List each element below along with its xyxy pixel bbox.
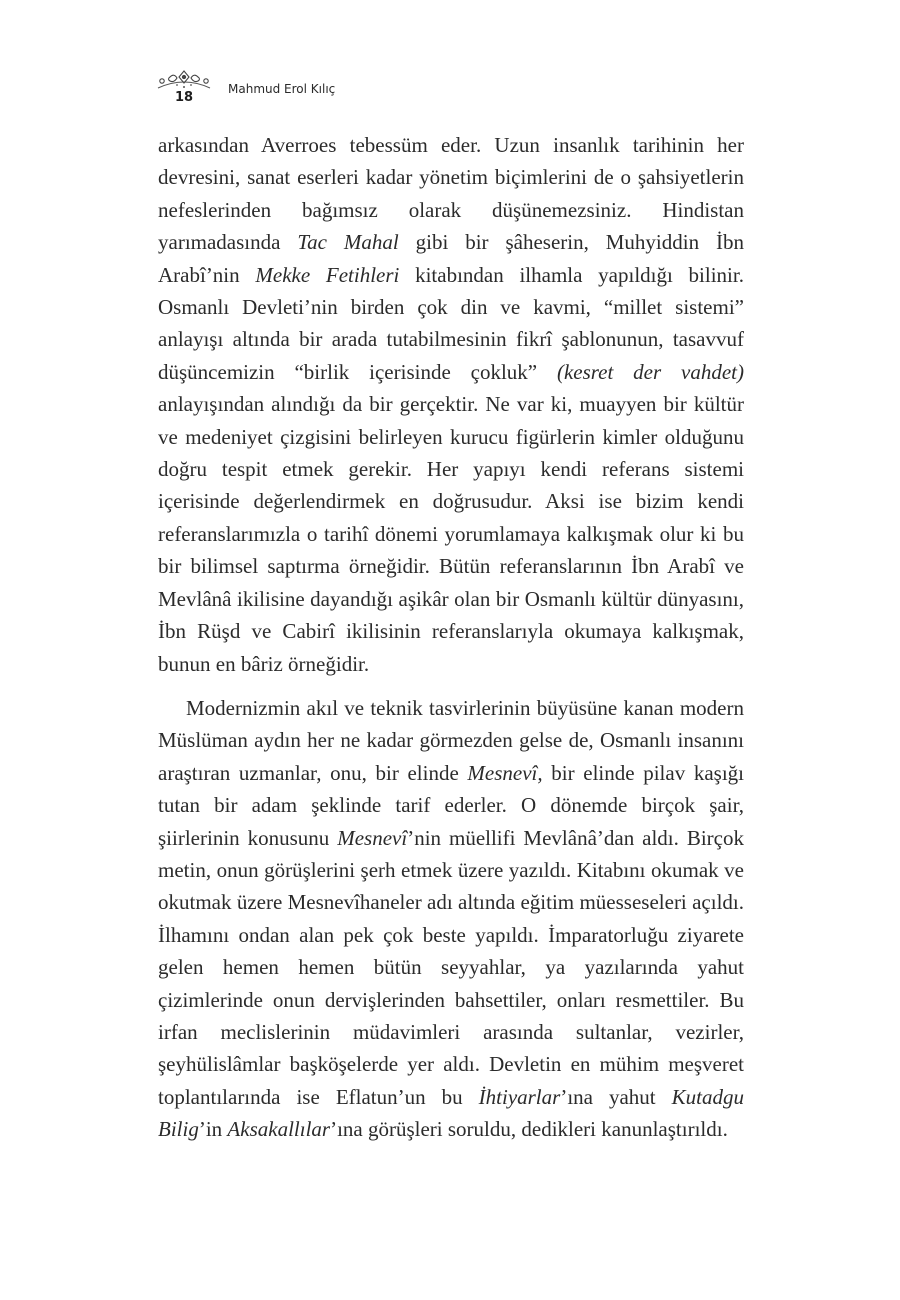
text-run: arkasından Averroes tebessüm eder. Uzun insanlık tarihinin her devresini, sanat eserleri kadar yönetim biçimlerini de o şahsiyetlerin nefeslerinden bağımsız olarak düşünemezsiniz. Hindistan yarımadasında xyxy=(158,133,744,255)
text-run: ’ına yahut xyxy=(560,1084,672,1109)
italic-title: Mesnevî xyxy=(337,825,408,850)
page-number: 18 xyxy=(175,90,194,105)
text-run: kitabından ilhamla yapıldığı bilinir. Osmanlı Devleti’nin birden çok din ve kavmi, “millet sistemi” anlayışı altında bir arada tutabilmesinin fikrî şablonunun, tasavvuf düşüncemizin “birlik içerisinde çokluk” xyxy=(158,262,744,384)
italic-title: Tac Mahal xyxy=(297,230,399,255)
text-run: ’in xyxy=(198,1117,228,1142)
page-header xyxy=(150,68,510,108)
text-run: Modernizmin akıl ve teknik tasvirlerinin büyüsüne kanan modern Müslüman aydın her ne kadar görmezden gelse de, Osmanlı insanını araştıran uzmanlar, onu, bir elinde xyxy=(158,695,744,785)
paragraph xyxy=(158,692,744,1146)
italic-title: Mekke Fetihleri xyxy=(255,262,400,287)
running-head-author: Mahmud Erol Kılıç xyxy=(228,82,336,96)
italic-title: Kutadgu Bilig xyxy=(158,1084,745,1142)
text-run: ’nin müellifi Mevlânâ’dan aldı. Birçok metin, onun görüşlerini şerh etmek üzere yazıldı. Kitabını okumak ve okutmak üzere Mesnevîhaneler adı altında eğitim müesseseleri açıldı. İlhamını ondan alan pek çok beste yapıldı. İmparatorluğu ziyarete gelen hemen hemen bütün seyyahlar, ya yazılarında yahut çizimlerinde onun dervişlerinden bahsettiler, onları resmettiler. Bu irfan meclislerinin müdavimleri arasında sultanlar, vezirler, şeyhülislâmlar başköşelerde yer aldı. Devletin en mühim meşveret toplantılarında ise Eflatun’un bu xyxy=(158,825,744,1109)
italic-title: Mesnevî, xyxy=(467,760,543,785)
text-run: anlayışından alındığı da bir gerçektir. Ne var ki, muayyen bir kültür ve medeniyet çizgisini belirleyen kurucu figürlerin kimler olduğunu doğru tespit etmek gerekir. Her yapıyı kendi referans sistemi içerisinde değerlendirmek en doğrusudur. Aksi ise bizim kendi referanslarımızla o tarihî dönemi yorumlamaya kalkışmak olur ki bu bir bilimsel saptırma örneğidir. Bütün referanslarının İbn Arabî ve Mevlânâ ikilisine dayandığı aşikâr olan bir Osmanlı kültür dünyasını, İbn Rüşd ve Cabirî ikilisinin referanslarıyla okumaya kalkışmak, bunun en bâriz örneğidir. xyxy=(158,392,744,676)
italic-title: Aksakallılar xyxy=(227,1117,331,1142)
text-run: ’ına görüşleri soruldu, dedikleri kanunlaştırıldı. xyxy=(330,1117,728,1142)
body-text xyxy=(158,129,744,1146)
italic-title: İhtiyarlar xyxy=(478,1084,561,1109)
text-run: bir elinde pilav kaşığı tutan bir adam şeklinde tarif ederler. O dönemde birçok şair, şiirlerinin konusunu xyxy=(158,760,744,850)
paragraph xyxy=(158,129,744,680)
text-run: gibi bir şâheserin, Muhyiddin İbn Arabî’nin xyxy=(158,230,745,287)
italic-title: (kesret der vahdet) xyxy=(556,359,744,384)
